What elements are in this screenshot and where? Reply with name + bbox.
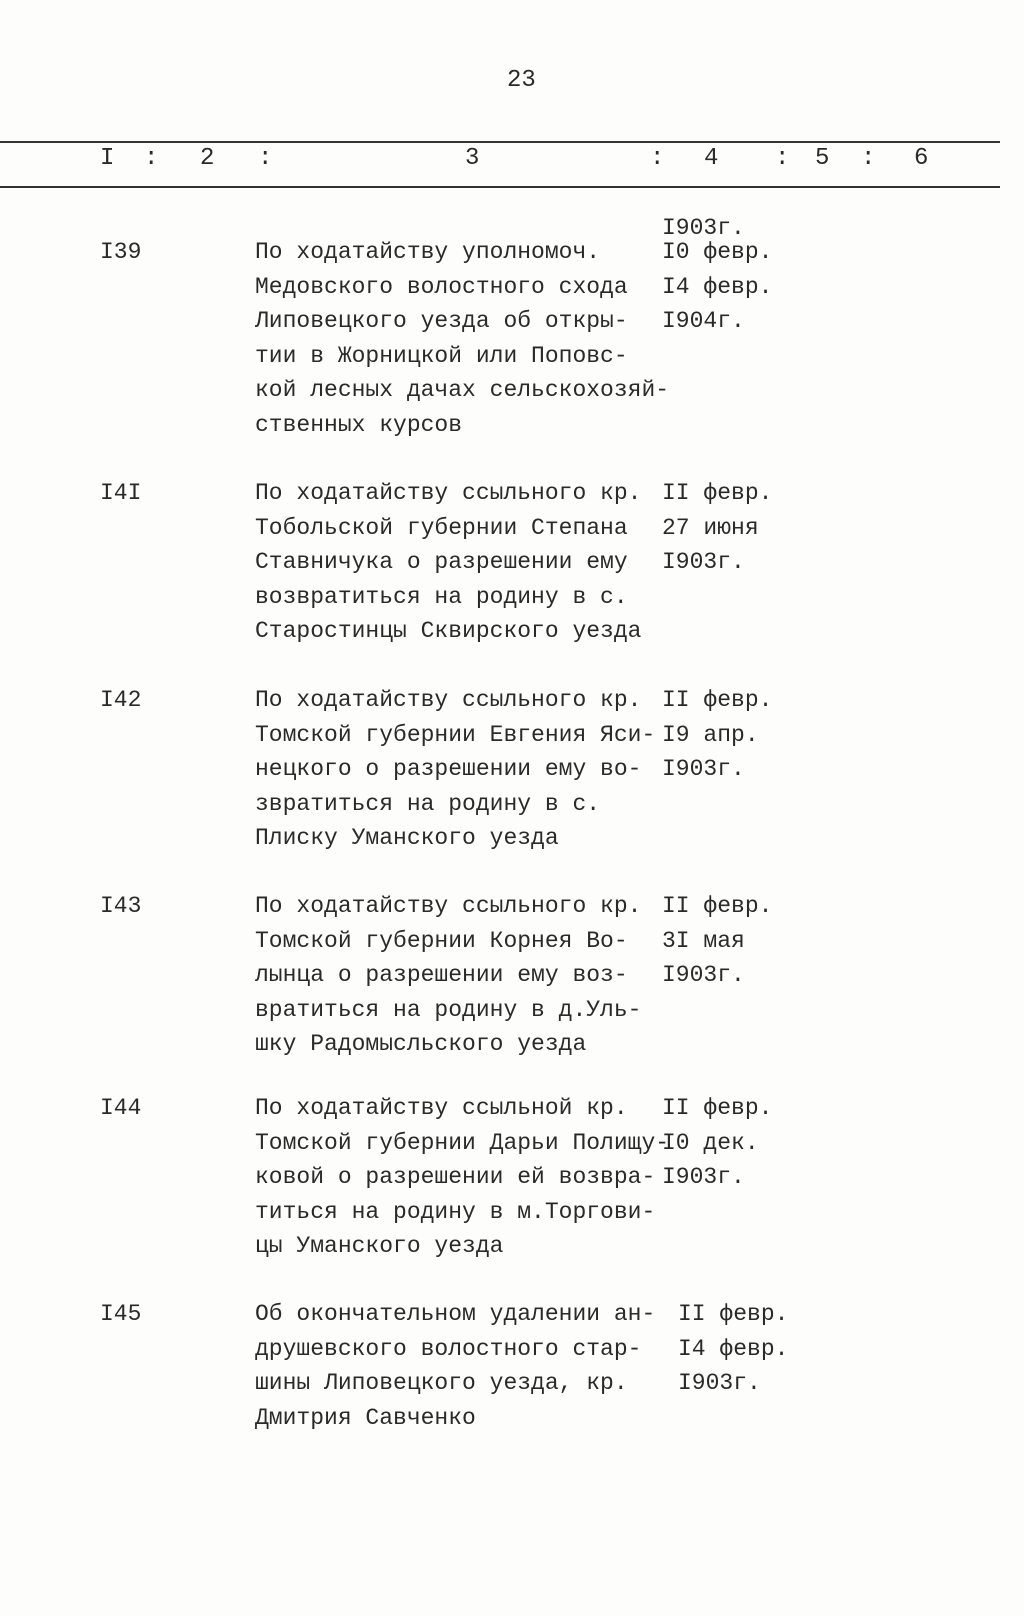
record-title-line: Тобольской губернии Степана [255, 514, 628, 541]
col-5-label: 5 [815, 145, 830, 172]
record-title-line: Липовецкого уезда об откры- [255, 308, 628, 334]
record-title-line: вратиться на родину в д.Уль- [255, 996, 642, 1023]
record-number: I45 [100, 1301, 142, 1327]
header-bottom-rule [0, 186, 1000, 188]
record-date: I4 февр. [662, 273, 773, 300]
record-title-line: По ходатайству ссыльной кр. [255, 1095, 628, 1121]
col-separator: : [775, 145, 790, 172]
record-title-line: Старостинцы Сквирского уезда [255, 618, 642, 644]
record-title-line: Дмитрия Савченко [255, 1404, 476, 1431]
col-separator: : [258, 145, 273, 172]
record-date: I903г. [662, 962, 745, 988]
record-date: I903г. [662, 215, 745, 241]
record-date: I0 дек. [662, 1129, 759, 1156]
record-title-line: По ходатайству уполномоч. [255, 239, 601, 265]
record-title-line: ственных курсов [255, 411, 463, 438]
record-title-line: Томской губернии Дарьи Полищу- [255, 1129, 670, 1156]
col-4-label: 4 [704, 145, 719, 172]
col-6-label: 6 [914, 145, 929, 172]
record-date: II февр. [662, 480, 773, 506]
record-number: I39 [100, 239, 142, 265]
record-title-line: Об окончательном удалении ан- [255, 1301, 656, 1327]
record-title-line: По ходатайству ссыльного кр. [255, 480, 642, 506]
record-title-line: Медовского волостного схода [255, 273, 628, 300]
record-title-line: ковой о разрешении ей возвра- [255, 1164, 656, 1190]
record-title-line: шку Радомысльского уезда [255, 1031, 587, 1057]
col-3-label: 3 [465, 145, 480, 172]
record-date: I4 февр. [678, 1335, 789, 1362]
record-title-line: звратиться на родину в с. [255, 790, 601, 817]
record-date: II февр. [662, 893, 773, 919]
col-separator: : [144, 145, 159, 172]
col-2-label: 2 [200, 145, 215, 172]
record-date: I903г. [678, 1370, 761, 1396]
record-title-line: лынца о разрешении ему воз- [255, 962, 628, 988]
record-title-line: По ходатайству ссыльного кр. [255, 687, 642, 713]
record-title-line: тии в Жорницкой или Поповс- [255, 342, 628, 369]
record-date: I904г. [662, 308, 745, 334]
record-number: I43 [100, 893, 142, 919]
record-title-line: Плиску Уманского уезда [255, 825, 559, 851]
record-number: I44 [100, 1095, 142, 1121]
header-top-rule [0, 141, 1000, 143]
record-title-line: цы Уманского уезда [255, 1233, 504, 1259]
record-date: 27 июня [662, 514, 759, 541]
record-number: I42 [100, 687, 142, 713]
record-title-line: возвратиться на родину в с. [255, 583, 628, 610]
col-separator: : [650, 145, 665, 172]
record-date: I0 февр. [662, 239, 773, 265]
record-title-line: По ходатайству ссыльного кр. [255, 893, 642, 919]
page-number: 23 [507, 67, 536, 94]
record-title-line: Томской губернии Евгения Яси- [255, 721, 656, 748]
record-date: I903г. [662, 549, 745, 575]
record-title-line: нецкого о разрешении ему во- [255, 756, 642, 782]
record-title-line: шины Липовецкого уезда, кр. [255, 1370, 628, 1396]
record-number: I4I [100, 480, 142, 506]
record-title-line: кой лесных дачах сельскохозяй- [255, 377, 670, 403]
record-date: 3I мая [662, 927, 745, 954]
col-separator: : [861, 145, 876, 172]
record-title-line: Томской губернии Корнея Во- [255, 927, 628, 954]
record-date: I903г. [662, 1164, 745, 1190]
record-title-line: Ставничука о разрешении ему [255, 549, 628, 575]
record-date: II февр. [662, 687, 773, 713]
record-title-line: титься на родину в м.Торгови- [255, 1198, 656, 1225]
record-title-line: друшевского волостного стар- [255, 1335, 642, 1362]
record-date: I903г. [662, 756, 745, 782]
record-date: II февр. [662, 1095, 773, 1121]
record-date: II февр. [678, 1301, 789, 1327]
col-1-label: I [100, 145, 115, 172]
record-date: I9 апр. [662, 721, 759, 748]
